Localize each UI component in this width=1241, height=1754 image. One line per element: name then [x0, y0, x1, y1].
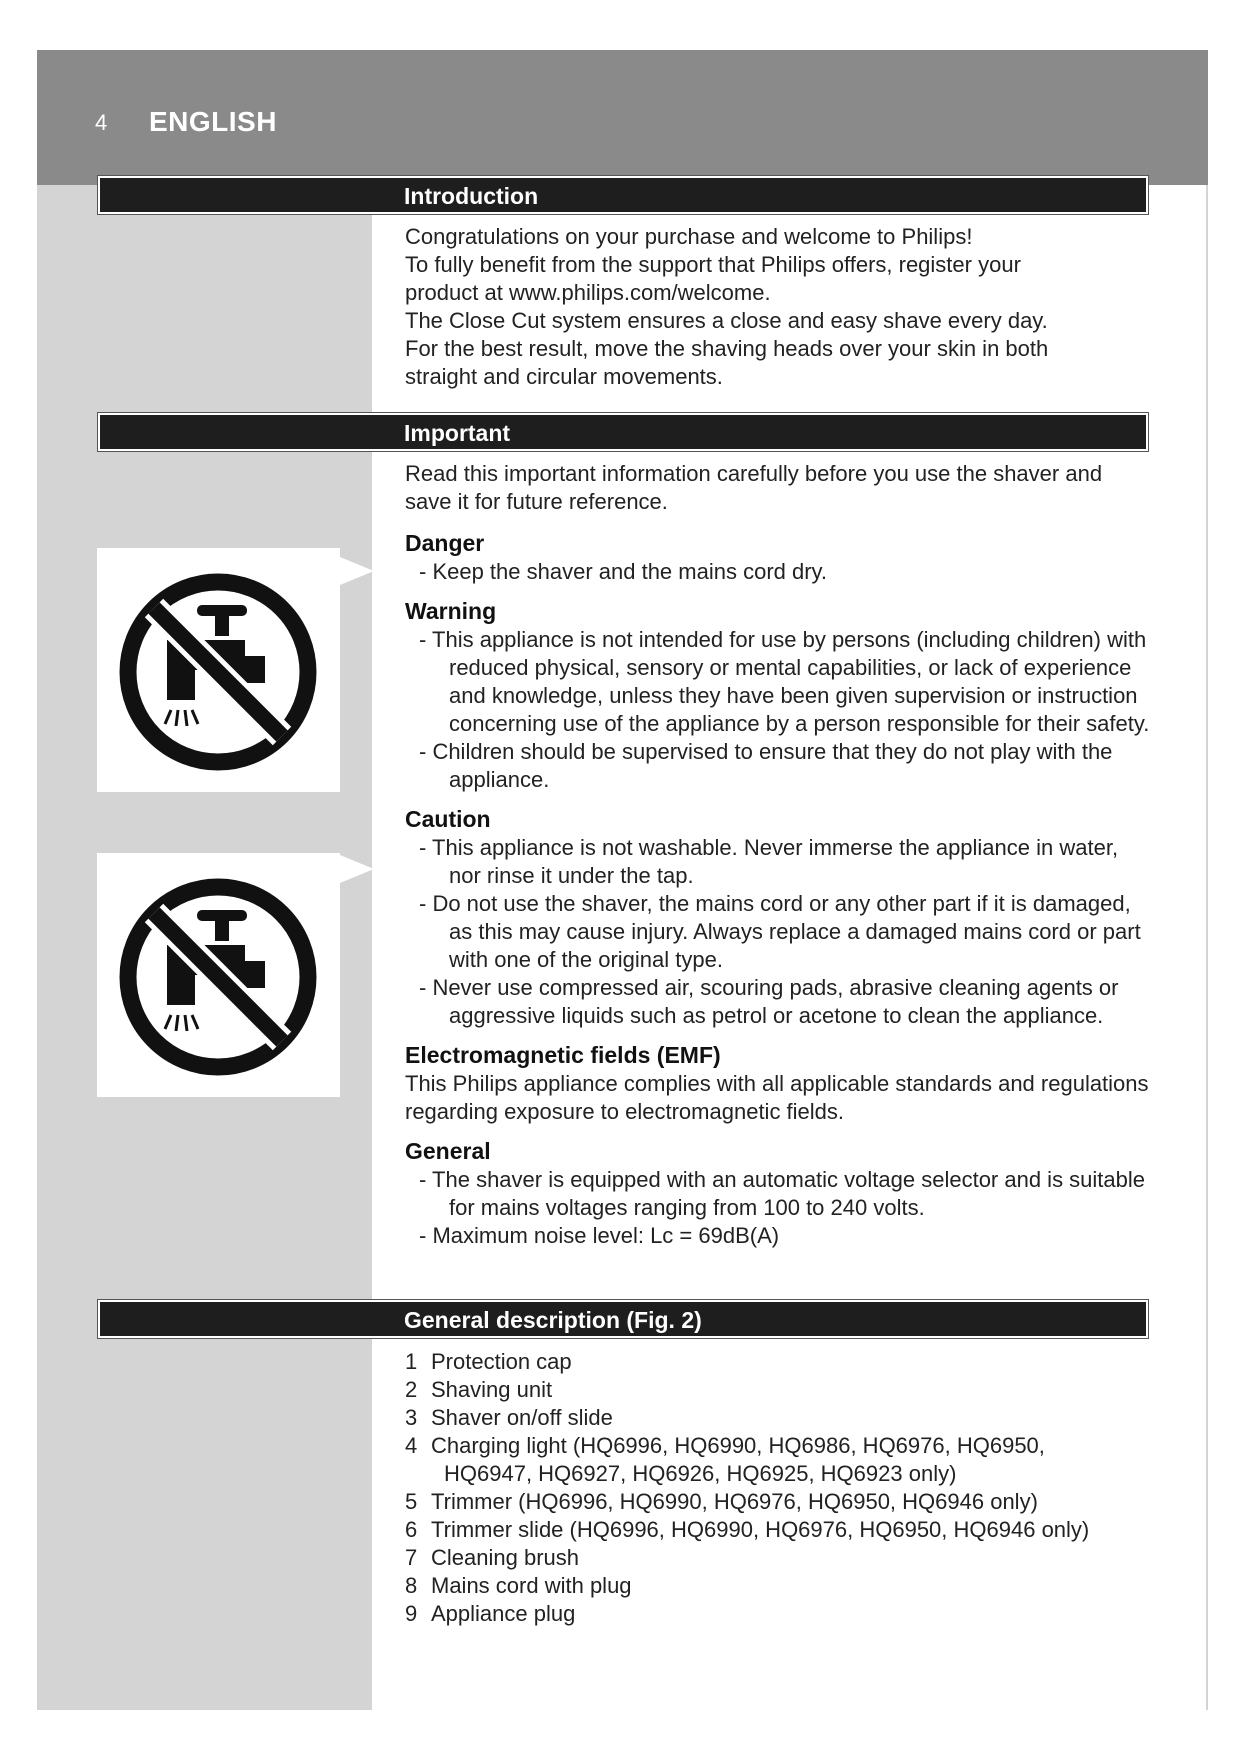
- list-item: [405, 1600, 1150, 1628]
- section-bar-introduction: [98, 176, 1148, 214]
- item-text: Cleaning brush: [431, 1545, 579, 1570]
- section-bar-important: [98, 413, 1148, 451]
- emf-line: This Philips appliance complies with all applicable standards and regulations: [405, 1071, 1149, 1096]
- item-number: 9: [405, 1601, 418, 1626]
- item-number: 8: [405, 1573, 418, 1598]
- bullet-item: - Children should be supervised to ensure that they do not play with the appliance.: [419, 739, 1113, 792]
- emf-line: regarding exposure to electromagnetic fields.: [405, 1099, 845, 1124]
- important-text: [405, 460, 1150, 1250]
- list-item: [405, 1544, 1150, 1572]
- intro-line: For the best result, move the shaving heads over your skin in both: [405, 336, 1049, 361]
- item-text: Shaving unit: [431, 1377, 553, 1402]
- item-text: Appliance plug: [431, 1601, 576, 1626]
- section-title: Introduction: [404, 183, 539, 209]
- item-number: 3: [405, 1405, 418, 1430]
- list-item: [405, 1376, 1150, 1404]
- bullet-item: - The shaver is equipped with an automatic voltage selector and is suitable for mains voltages ranging from 100 to 240 volts.: [419, 1167, 1146, 1220]
- intro-line: straight and circular movements.: [405, 364, 723, 389]
- pointer-arrow: [340, 557, 374, 585]
- page-edge: [1206, 185, 1208, 1710]
- bullet-item: - Maximum noise level: Lc = 69dB(A): [419, 1223, 780, 1248]
- warning-heading: Warning: [405, 598, 497, 624]
- danger-heading: Danger: [405, 530, 485, 556]
- important-intro-line: Read this important information carefully before you use the shaver and: [405, 461, 1103, 486]
- important-intro-line: save it for future reference.: [405, 489, 668, 514]
- section-title: Important: [404, 420, 511, 446]
- introduction-text: [405, 223, 1150, 391]
- item-text: Trimmer (HQ6996, HQ6990, HQ6976, HQ6950, HQ6946 only): [431, 1489, 1038, 1514]
- section-bar-general-description: [98, 1300, 1148, 1338]
- item-number: 5: [405, 1489, 418, 1514]
- bullet-item: - Do not use the shaver, the mains cord or any other part if it is damaged, as this may cause injury. Always replace a damaged mains cord or part with one of the original type.: [419, 891, 1141, 972]
- emf-heading: Electromagnetic fields (EMF): [405, 1042, 721, 1068]
- general-heading: General: [405, 1138, 491, 1164]
- list-item: [405, 1404, 1150, 1432]
- parts-list: [405, 1348, 1150, 1628]
- caution-heading: Caution: [405, 806, 491, 832]
- item-text: Mains cord with plug: [431, 1573, 632, 1598]
- list-item: [405, 1516, 1150, 1544]
- item-text: Trimmer slide (HQ6996, HQ6990, HQ6976, HQ6950, HQ6946 only): [431, 1517, 1090, 1542]
- item-number: 6: [405, 1517, 418, 1542]
- item-number: 7: [405, 1545, 418, 1570]
- intro-line: product at www.philips.com/welcome.: [405, 280, 771, 305]
- bullet-item: - This appliance is not washable. Never immerse the appliance in water, nor rinse it under the tap.: [419, 835, 1119, 888]
- pointer-arrow: [340, 855, 374, 883]
- intro-line: To fully benefit from the support that Philips offers, register your: [405, 252, 1021, 277]
- section-title: General description (Fig. 2): [404, 1307, 702, 1333]
- no-water-tap-icon: [97, 853, 340, 1097]
- item-number: 2: [405, 1377, 418, 1402]
- item-text: Protection cap: [431, 1349, 572, 1374]
- bullet-item: - Never use compressed air, scouring pads, abrasive cleaning agents or aggressive liquids such as petrol or acetone to clean the appliance.: [419, 975, 1119, 1028]
- item-number: 4: [405, 1433, 418, 1458]
- no-water-tap-icon: [97, 548, 340, 792]
- bullet-item: - This appliance is not intended for use by persons (including children) with reduced physical, sensory or mental capabilities, or lack of experience and knowledge, unless they have been given supervision or instruction concerning use of the appliance by a person responsible for their safety.: [419, 627, 1150, 736]
- list-item: [405, 1432, 1150, 1460]
- page-number: 4: [95, 110, 108, 135]
- intro-line: Congratulations on your purchase and welcome to Philips!: [405, 224, 973, 249]
- language-title: ENGLISH: [149, 106, 277, 137]
- list-item: [405, 1572, 1150, 1600]
- item-number: 1: [405, 1349, 418, 1374]
- item-text: Charging light (HQ6996, HQ6990, HQ6986, HQ6976, HQ6950,: [431, 1433, 1045, 1458]
- item-text: Shaver on/off slide: [431, 1405, 613, 1430]
- list-item: [405, 1488, 1150, 1516]
- intro-line: The Close Cut system ensures a close and easy shave every day.: [405, 308, 1048, 333]
- list-item: [405, 1348, 1150, 1376]
- list-item-continuation: HQ6947, HQ6927, HQ6926, HQ6925, HQ6923 only): [444, 1461, 957, 1486]
- bullet-item: - Keep the shaver and the mains cord dry.: [419, 559, 828, 584]
